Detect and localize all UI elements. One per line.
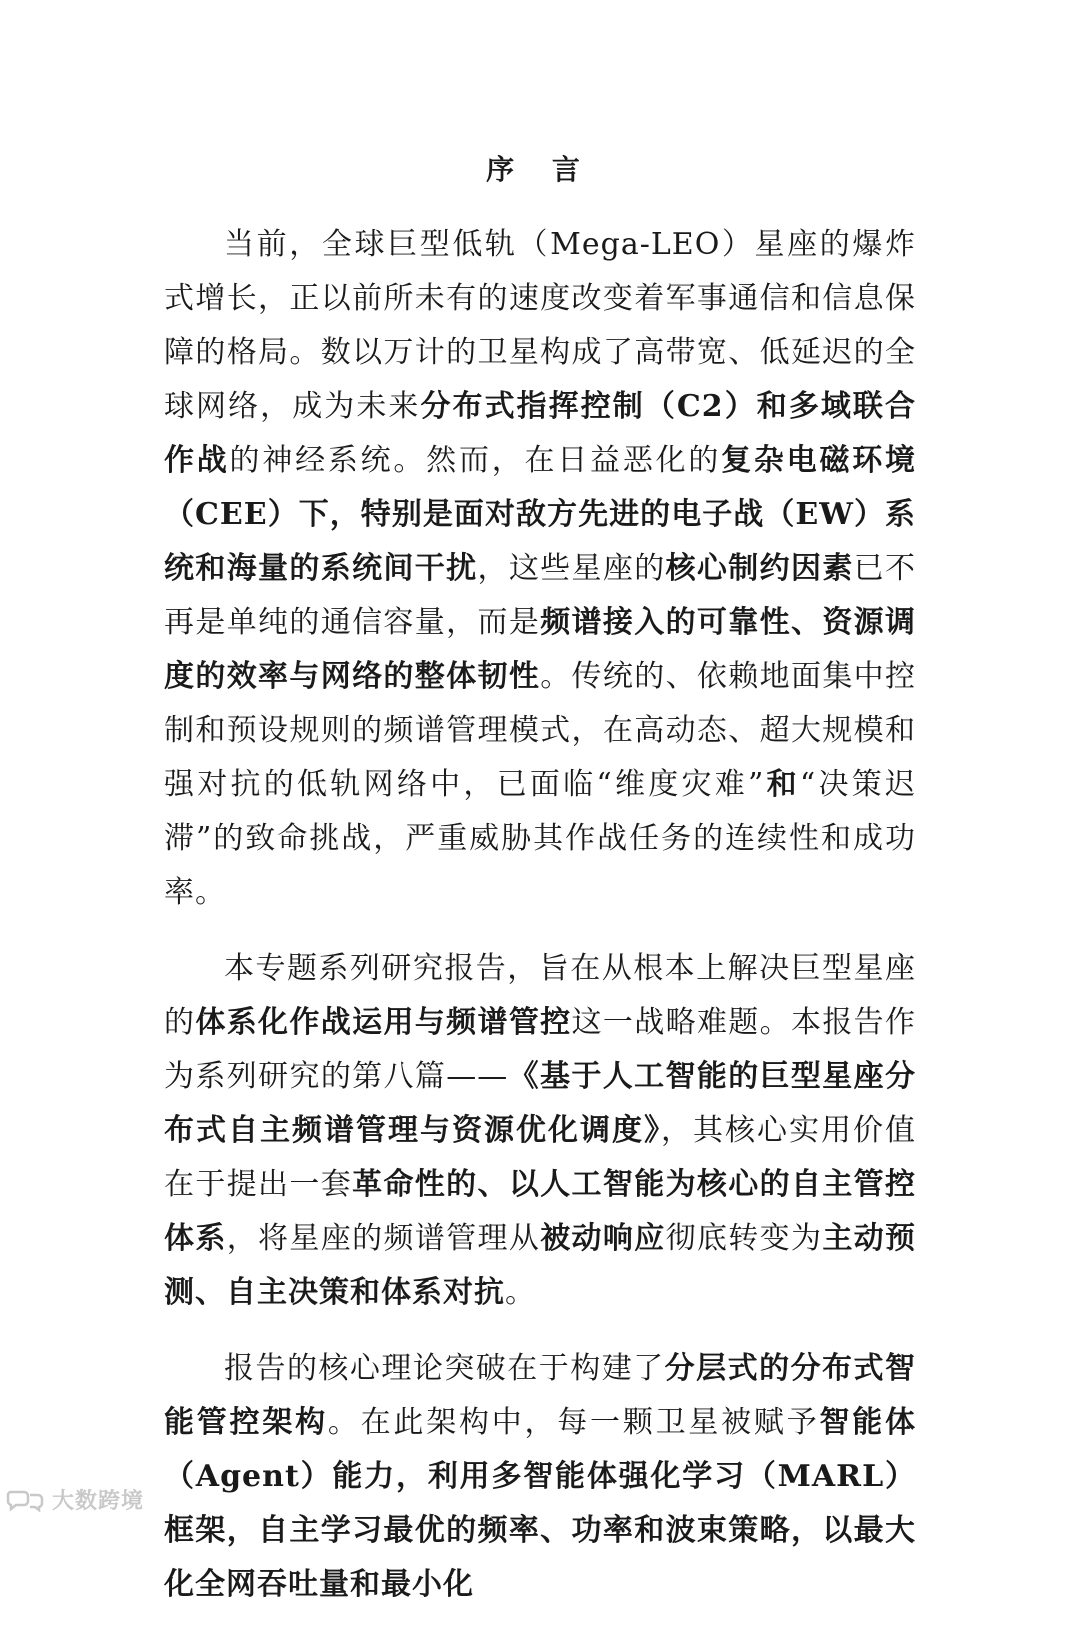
text-run-bold: 革命性的、以人工智能为核心的自主管控体系 (164, 1167, 917, 1256)
text-run: ，其核心实用价值在于提出一套 (164, 1113, 916, 1202)
text-run: 已不再是单纯的通信容量，而是 (164, 551, 917, 640)
text-run-bold: 《基于人工智能的巨型星座分布式自主频谱管理与资源优化调度》 (164, 1059, 917, 1148)
text-run: 彻底转变为 (665, 1221, 823, 1256)
text-run-bold: 和 (764, 767, 800, 802)
paragraph-2 (164, 942, 916, 1320)
text-run: 的神经系统。然而，在日益恶化的 (229, 443, 722, 478)
chat-bubbles-icon (6, 1488, 46, 1512)
paragraph-1 (164, 218, 916, 920)
text-run: 。传统的、依赖地面集中控制和预设规则的频谱管理模式，在高动态、超大规模和强对抗的低轨网络中，已面临“维度灾难” (164, 659, 917, 802)
text-run-bold: 体系化作战运用与频谱管控 (195, 1005, 572, 1040)
text-run-bold: 复杂电磁环境（CEE）下，特别是面对敌方先进的电子战（EW）系统和海量的系统间干扰 (164, 443, 917, 586)
text-run-bold: 智能体（Agent）能力，利用多智能体强化学习（MARL）框架，自主学习最优的频率、功率和波束策略，以最大化全网吞吐量和最小化 (164, 1405, 917, 1602)
text-run: “决策迟滞”的致命挑战，严重威胁其作战任务的连续性和成功率。 (164, 767, 917, 910)
page-title: 序 言 (486, 153, 594, 186)
text-run: 。 (505, 1275, 536, 1310)
text-run: 当前，全球巨型低轨（Mega-LEO）星座的爆炸式增长，正以前所未有的速度改变着军事通信和信息保障的格局。数以万计的卫星构成了高带宽、低延迟的全球网络，成为未来 (164, 227, 916, 424)
text-run-bold: 分布式指挥控制（C2）和多域联合作战 (164, 389, 916, 478)
paragraph-3 (164, 1342, 916, 1612)
text-run: 本专题系列研究报告，旨在从根本上解决巨型星座的 (164, 951, 916, 1040)
watermark-text: 大数跨境 (52, 1489, 145, 1514)
text-run-bold: 分层式的分布式智能管控架构 (164, 1351, 917, 1440)
document-body (164, 218, 916, 1634)
text-run: ，将星座的频谱管理从 (226, 1221, 541, 1256)
text-run-bold: 主动预测、自主决策和体系对抗 (164, 1221, 917, 1310)
text-run: 报告的核心理论突破在于构建了 (224, 1351, 665, 1386)
text-run-bold: 被动响应 (540, 1221, 666, 1256)
text-run-bold: 核心制约因素 (665, 551, 854, 586)
text-run: ，这些星座的 (477, 551, 666, 586)
text-run-bold: 频谱接入的可靠性、资源调度的效率与网络的整体韧性 (164, 605, 917, 694)
text-run: 这一战略难题。本报告作为系列研究的第八篇—— (164, 1005, 917, 1094)
watermark (6, 1484, 144, 1515)
text-run: 。在此架构中，每一颗卫星被赋予 (327, 1405, 820, 1440)
